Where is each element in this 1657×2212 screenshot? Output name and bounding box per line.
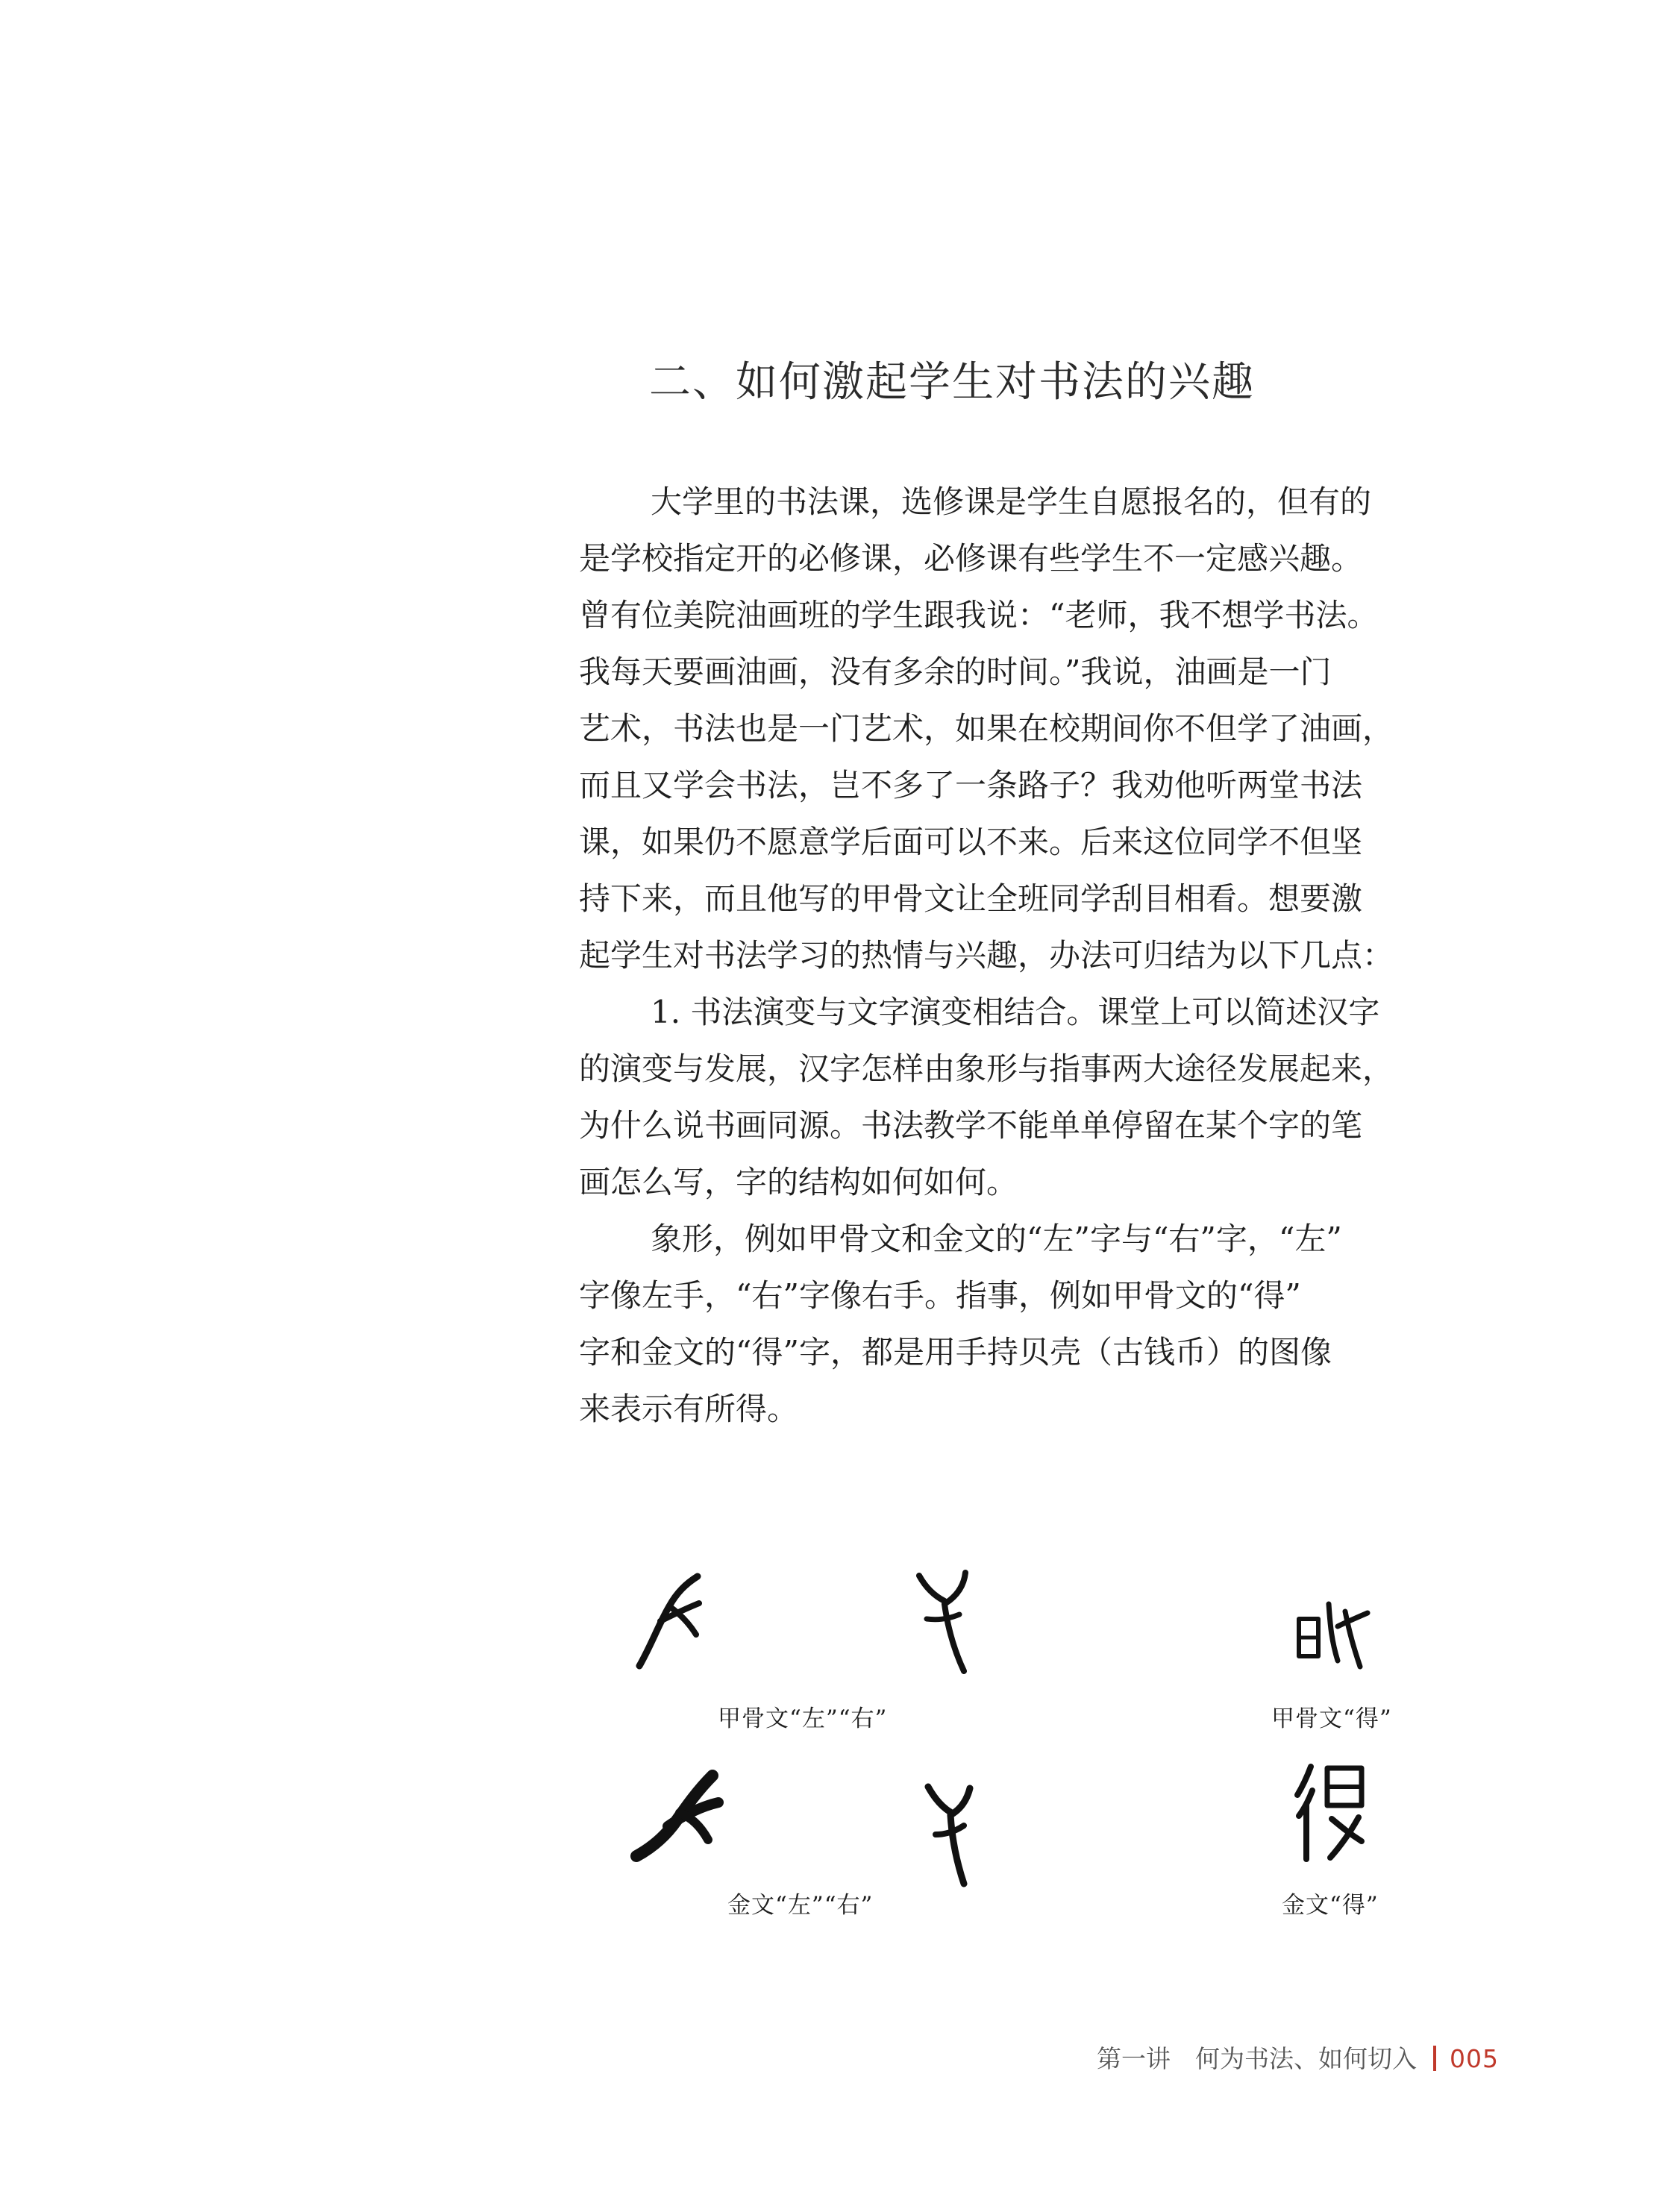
- paragraph-line: 我每天要画油画，没有多余的时间。”我说，油画是一门: [579, 654, 1332, 690]
- footer-chapter-title: 第一讲 何为书法、如何切入: [1097, 2044, 1417, 2073]
- paragraph-line: 字和金文的“得”字，都是用手持贝壳（古钱币）的图像: [579, 1334, 1332, 1370]
- caption-oracle-de: 甲骨文“得”: [1271, 1705, 1392, 1732]
- paragraph-line: 艺术，书法也是一门艺术，如果在校期间你不但学了油画，: [579, 710, 1394, 747]
- paragraph-line: 大学里的书法课，选修课是学生自愿报名的，但有的: [651, 483, 1372, 520]
- section-title: 二、如何激起学生对书法的兴趣: [649, 358, 1255, 407]
- paragraph-line: 起学生对书法学习的热情与兴趣，办法可归结为以下几点：: [579, 937, 1394, 974]
- paragraph-line: 持下来，而且他写的甲骨文让全班同学刮目相看。想要激: [579, 880, 1363, 917]
- body-text: [579, 474, 1474, 1438]
- paragraph-line: 象形，例如甲骨文和金文的“左”字与“右”字，“左”: [651, 1221, 1342, 1257]
- bronze-you-glyph-image: [919, 1779, 986, 1891]
- bronze-zuo-glyph-image: [630, 1768, 727, 1865]
- bronze-de-glyph-image: [1294, 1761, 1376, 1865]
- paragraph-line: 画怎么写，字的结构如何如何。: [579, 1164, 1018, 1200]
- paragraph-line: 课，如果仍不愿意学后面可以不来。后来这位同学不但坚: [579, 824, 1363, 860]
- oracle-you-glyph-image: [912, 1567, 979, 1679]
- paragraph-line: 为什么说书画同源。书法教学不能单单停留在某个字的笔: [579, 1107, 1363, 1144]
- paragraph-line: 来表示有所得。: [579, 1391, 799, 1427]
- caption-bronze-de: 金文“得”: [1282, 1892, 1379, 1919]
- paragraph-line: 字像左手，“右”字像右手。指事，例如甲骨文的“得”: [579, 1277, 1301, 1314]
- paragraph-line: 的演变与发展，汉字怎样由象形与指事两大途径发展起来，: [579, 1050, 1394, 1087]
- caption-oracle-zuo-you: 甲骨文“左”“右”: [718, 1705, 888, 1732]
- oracle-zuo-glyph-image: [630, 1570, 712, 1675]
- caption-bronze-zuo-you: 金文“左”“右”: [727, 1892, 874, 1919]
- page-number: 005: [1450, 2044, 1499, 2073]
- footer-separator: [1433, 2046, 1436, 2071]
- paragraph-line: 而且又学会书法，岂不多了一条路子？我劝他听两堂书法: [579, 767, 1363, 803]
- paragraph-line: 1. 书法演变与文字演变相结合。课堂上可以简述汉字: [651, 994, 1380, 1030]
- oracle-de-glyph-image: [1293, 1597, 1375, 1671]
- page-footer: [1097, 2040, 1499, 2075]
- paragraph-line: 曾有位美院油画班的学生跟我说：“老师，我不想学书法。: [579, 597, 1379, 633]
- paragraph-line: 是学校指定开的必修课，必修课有些学生不一定感兴趣。: [579, 540, 1363, 577]
